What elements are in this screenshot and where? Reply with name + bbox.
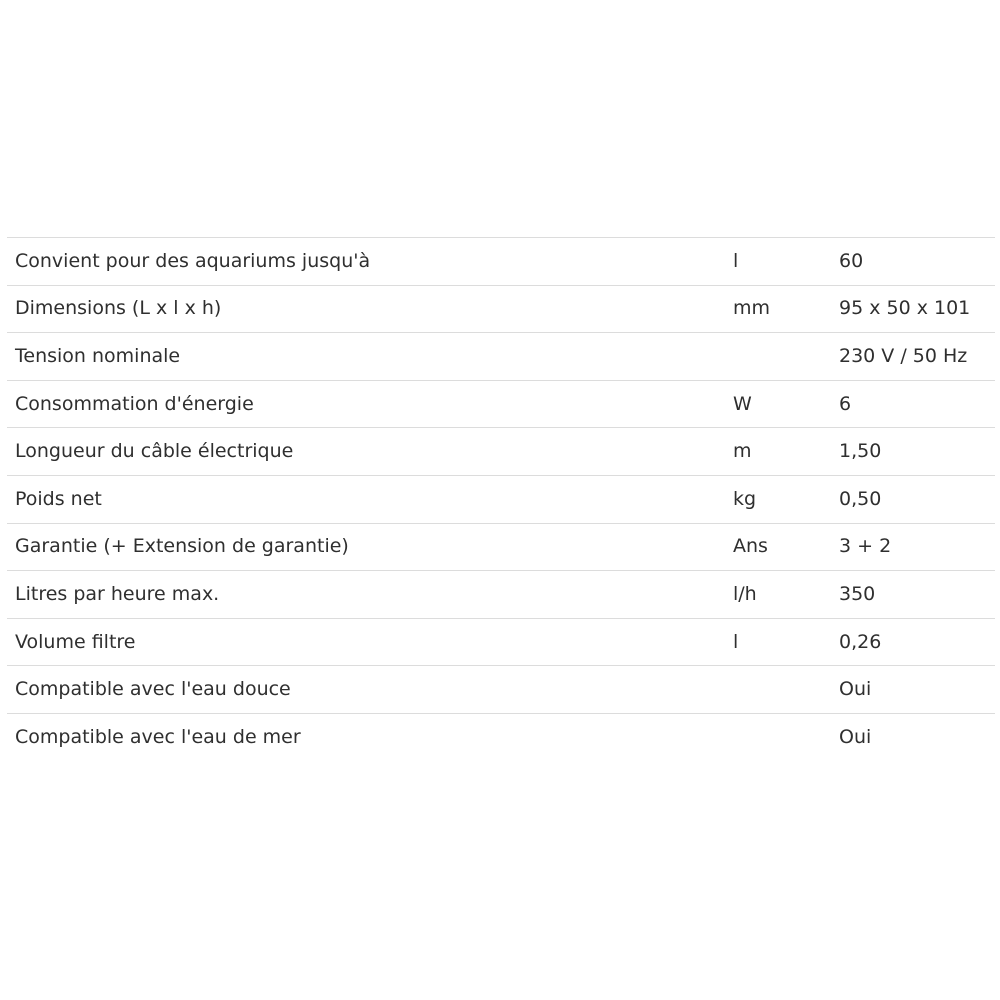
spec-label: Poids net <box>15 487 102 510</box>
spec-label: Compatible avec l'eau douce <box>15 678 291 701</box>
spec-value: 0,26 <box>839 630 882 653</box>
spec-row-flow-rate <box>7 571 995 619</box>
spec-row-net-weight <box>7 475 995 523</box>
spec-value: 0,50 <box>839 487 882 510</box>
spec-label: Tension nominale <box>15 344 181 367</box>
spec-value: Oui <box>839 725 872 748</box>
spec-value: 60 <box>839 249 864 272</box>
spec-row-filter-volume <box>7 618 995 666</box>
spec-row-cable-length <box>7 428 995 476</box>
spec-row-freshwater <box>7 666 995 714</box>
spec-unit: mm <box>733 297 771 320</box>
spec-unit: l <box>733 630 739 653</box>
spec-unit: Ans <box>733 535 768 558</box>
spec-value: 95 x 50 x 101 <box>839 297 971 320</box>
spec-unit: l/h <box>733 582 757 605</box>
spec-unit <box>733 713 839 761</box>
spec-row-saltwater <box>7 713 995 761</box>
spec-unit: l <box>733 249 739 272</box>
spec-value: 230 V / 50 Hz <box>839 344 968 367</box>
spec-row-voltage <box>7 333 995 381</box>
spec-row-aquarium-size <box>7 238 995 286</box>
spec-table <box>7 237 995 761</box>
spec-unit: m <box>733 440 752 463</box>
spec-unit: W <box>733 392 752 415</box>
spec-table-body <box>7 238 995 762</box>
spec-unit: kg <box>733 487 757 510</box>
spec-value: 3 + 2 <box>839 535 892 558</box>
spec-value: 6 <box>839 392 852 415</box>
spec-value: 350 <box>839 582 876 605</box>
spec-label: Compatible avec l'eau de mer <box>15 725 301 748</box>
spec-label: Consommation d'énergie <box>15 392 254 415</box>
spec-row-power <box>7 380 995 428</box>
spec-unit <box>733 666 839 714</box>
spec-label: Longueur du câble électrique <box>15 440 294 463</box>
spec-label: Convient pour des aquariums jusqu'à <box>15 249 371 272</box>
spec-label: Volume filtre <box>15 630 136 653</box>
spec-value: Oui <box>839 678 872 701</box>
spec-row-warranty <box>7 523 995 571</box>
spec-value: 1,50 <box>839 440 882 463</box>
spec-label: Garantie (+ Extension de garantie) <box>15 535 349 558</box>
spec-label: Litres par heure max. <box>15 582 220 605</box>
spec-row-dimensions <box>7 285 995 333</box>
spec-label: Dimensions (L x l x h) <box>15 297 222 320</box>
spec-unit <box>733 333 839 381</box>
